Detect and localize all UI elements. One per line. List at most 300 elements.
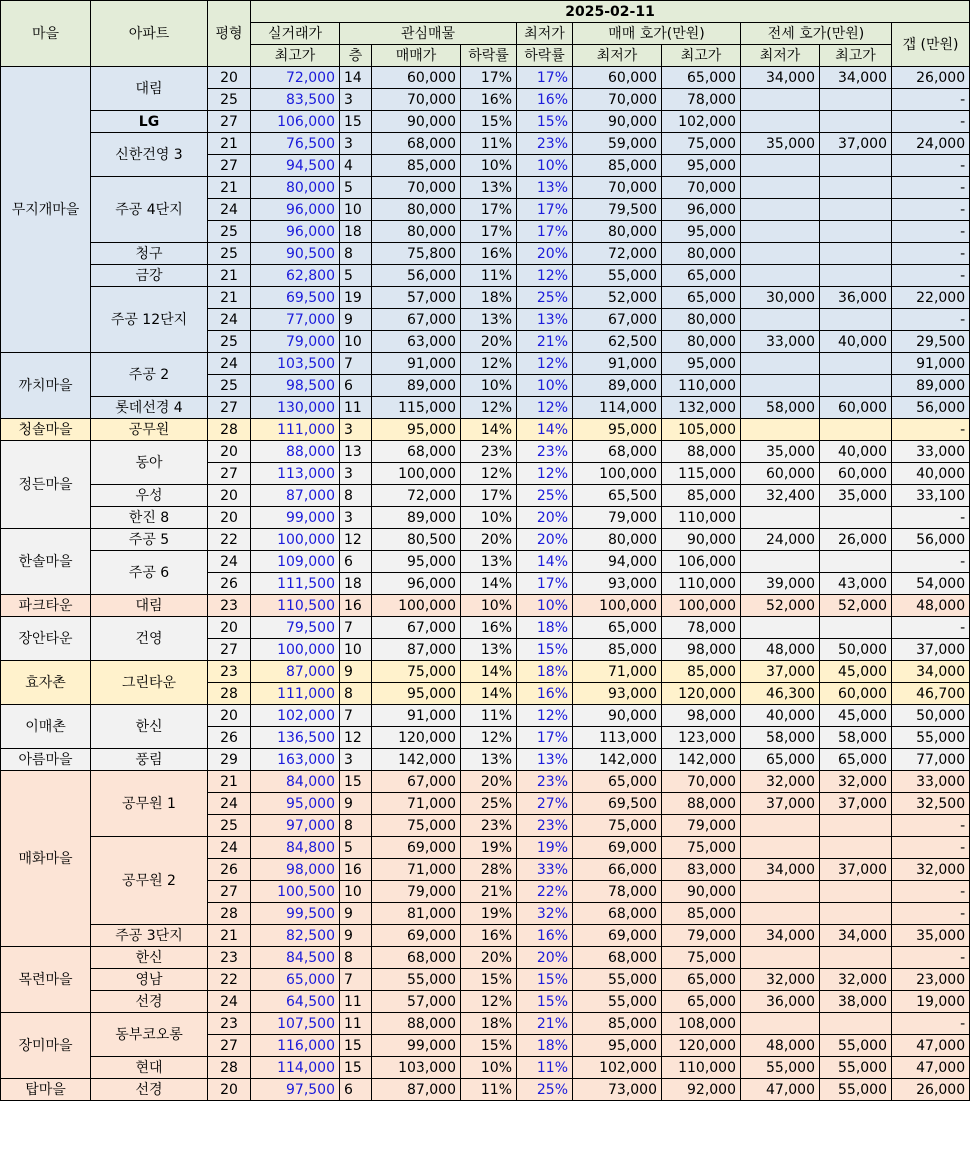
table-row <box>1 111 970 133</box>
apartment-name: 풍림 <box>91 749 208 771</box>
floor-cell: 8 <box>340 947 372 969</box>
lease-min-cell: 30,000 <box>741 287 820 309</box>
lease-max-cell: 34,000 <box>820 67 892 89</box>
actual-max-cell: 106,000 <box>251 111 340 133</box>
sale-max-cell: 92,000 <box>662 1079 741 1101</box>
drop-rate-cell: 14% <box>461 573 517 595</box>
size-cell: 23 <box>208 947 251 969</box>
apartment-name: 한신 <box>91 705 208 749</box>
lease-min-cell: 55,000 <box>741 1057 820 1079</box>
lease-min-cell: 48,000 <box>741 639 820 661</box>
size-cell: 22 <box>208 969 251 991</box>
apartment-name: 신한건영 3 <box>91 133 208 177</box>
lowest-drop-rate-cell: 20% <box>517 507 573 529</box>
lease-min-cell <box>741 881 820 903</box>
sale-min-cell: 89,000 <box>573 375 662 397</box>
actual-max-cell: 88,000 <box>251 441 340 463</box>
sale-min-cell: 55,000 <box>573 969 662 991</box>
header-sale-min: 최저가 <box>573 45 662 67</box>
lease-max-cell <box>820 309 892 331</box>
lowest-drop-rate-cell: 23% <box>517 441 573 463</box>
drop-rate-cell: 16% <box>461 89 517 111</box>
actual-max-cell: 107,500 <box>251 1013 340 1035</box>
size-cell: 20 <box>208 485 251 507</box>
size-cell: 25 <box>208 375 251 397</box>
drop-rate-cell: 23% <box>461 441 517 463</box>
lowest-drop-rate-cell: 18% <box>517 1035 573 1057</box>
actual-max-cell: 83,500 <box>251 89 340 111</box>
gap-cell: 33,000 <box>892 771 970 793</box>
gap-cell: - <box>892 551 970 573</box>
actual-max-cell: 100,000 <box>251 639 340 661</box>
village-name: 이매촌 <box>1 705 91 749</box>
sale-price-cell: 70,000 <box>372 177 461 199</box>
sale-max-cell: 142,000 <box>662 749 741 771</box>
lease-min-cell <box>741 815 820 837</box>
floor-cell: 9 <box>340 309 372 331</box>
lease-max-cell: 40,000 <box>820 441 892 463</box>
sale-max-cell: 110,000 <box>662 507 741 529</box>
sale-price-cell: 79,000 <box>372 881 461 903</box>
actual-max-cell: 111,000 <box>251 419 340 441</box>
lease-min-cell <box>741 375 820 397</box>
sale-max-cell: 65,000 <box>662 265 741 287</box>
sale-min-cell: 55,000 <box>573 991 662 1013</box>
lease-min-cell: 47,000 <box>741 1079 820 1101</box>
gap-cell: 35,000 <box>892 925 970 947</box>
actual-max-cell: 110,500 <box>251 595 340 617</box>
lowest-drop-rate-cell: 10% <box>517 375 573 397</box>
actual-max-cell: 114,000 <box>251 1057 340 1079</box>
lowest-drop-rate-cell: 12% <box>517 705 573 727</box>
lease-min-cell: 34,000 <box>741 67 820 89</box>
header-actual-max: 최고가 <box>251 45 340 67</box>
table-row <box>1 441 970 463</box>
drop-rate-cell: 23% <box>461 815 517 837</box>
header-lowest-drop-top: 최저가 <box>517 23 573 45</box>
header-gap: 갭 (만원) <box>892 23 970 67</box>
drop-rate-cell: 10% <box>461 1057 517 1079</box>
size-cell: 24 <box>208 991 251 1013</box>
drop-rate-cell: 17% <box>461 485 517 507</box>
sale-price-cell: 75,000 <box>372 815 461 837</box>
actual-max-cell: 100,000 <box>251 529 340 551</box>
header-lease-max: 최고가 <box>820 45 892 67</box>
sale-price-cell: 100,000 <box>372 463 461 485</box>
lowest-drop-rate-cell: 12% <box>517 397 573 419</box>
sale-price-cell: 75,800 <box>372 243 461 265</box>
sale-min-cell: 93,000 <box>573 573 662 595</box>
lowest-drop-rate-cell: 15% <box>517 969 573 991</box>
lease-min-cell: 33,000 <box>741 331 820 353</box>
size-cell: 27 <box>208 881 251 903</box>
sale-max-cell: 96,000 <box>662 199 741 221</box>
sale-max-cell: 95,000 <box>662 155 741 177</box>
sale-max-cell: 65,000 <box>662 287 741 309</box>
lowest-drop-rate-cell: 13% <box>517 309 573 331</box>
lowest-drop-rate-cell: 20% <box>517 947 573 969</box>
sale-max-cell: 123,000 <box>662 727 741 749</box>
lease-max-cell <box>820 507 892 529</box>
size-cell: 24 <box>208 551 251 573</box>
size-cell: 28 <box>208 419 251 441</box>
lease-max-cell: 65,000 <box>820 749 892 771</box>
apartment-name: 우성 <box>91 485 208 507</box>
sale-max-cell: 79,000 <box>662 815 741 837</box>
lease-max-cell: 26,000 <box>820 529 892 551</box>
lowest-drop-rate-cell: 10% <box>517 155 573 177</box>
gap-cell: 24,000 <box>892 133 970 155</box>
header-actual-trade: 실거래가 <box>251 23 340 45</box>
lease-max-cell: 37,000 <box>820 133 892 155</box>
sale-min-cell: 73,000 <box>573 1079 662 1101</box>
gap-cell: - <box>892 903 970 925</box>
apartment-name: 선경 <box>91 1079 208 1101</box>
apartment-name: 영남 <box>91 969 208 991</box>
gap-cell: - <box>892 1013 970 1035</box>
sale-min-cell: 65,500 <box>573 485 662 507</box>
lease-min-cell: 48,000 <box>741 1035 820 1057</box>
size-cell: 21 <box>208 287 251 309</box>
header-sale-price: 매매가 <box>372 45 461 67</box>
sale-price-cell: 87,000 <box>372 639 461 661</box>
drop-rate-cell: 10% <box>461 595 517 617</box>
lease-min-cell <box>741 507 820 529</box>
drop-rate-cell: 13% <box>461 177 517 199</box>
floor-cell: 10 <box>340 199 372 221</box>
table-row <box>1 705 970 727</box>
lease-max-cell: 34,000 <box>820 925 892 947</box>
sale-min-cell: 80,000 <box>573 221 662 243</box>
floor-cell: 10 <box>340 881 372 903</box>
sale-min-cell: 79,000 <box>573 507 662 529</box>
header-row-1 <box>1 1 970 23</box>
sale-max-cell: 85,000 <box>662 661 741 683</box>
sale-max-cell: 75,000 <box>662 947 741 969</box>
floor-cell: 5 <box>340 177 372 199</box>
lowest-drop-rate-cell: 15% <box>517 639 573 661</box>
size-cell: 24 <box>208 353 251 375</box>
lowest-drop-rate-cell: 17% <box>517 727 573 749</box>
sale-price-cell: 69,000 <box>372 837 461 859</box>
sale-price-cell: 57,000 <box>372 287 461 309</box>
table-row <box>1 529 970 551</box>
floor-cell: 7 <box>340 353 372 375</box>
drop-rate-cell: 13% <box>461 749 517 771</box>
sale-min-cell: 91,000 <box>573 353 662 375</box>
floor-cell: 19 <box>340 287 372 309</box>
drop-rate-cell: 13% <box>461 551 517 573</box>
floor-cell: 18 <box>340 573 372 595</box>
apartment-name: 금강 <box>91 265 208 287</box>
sale-price-cell: 55,000 <box>372 969 461 991</box>
lease-min-cell: 32,000 <box>741 969 820 991</box>
size-cell: 25 <box>208 243 251 265</box>
drop-rate-cell: 17% <box>461 67 517 89</box>
actual-max-cell: 84,000 <box>251 771 340 793</box>
drop-rate-cell: 15% <box>461 969 517 991</box>
lowest-drop-rate-cell: 12% <box>517 265 573 287</box>
sale-price-cell: 67,000 <box>372 617 461 639</box>
lease-max-cell: 38,000 <box>820 991 892 1013</box>
apartment-name: 주공 4단지 <box>91 177 208 243</box>
actual-max-cell: 99,500 <box>251 903 340 925</box>
lease-max-cell: 60,000 <box>820 463 892 485</box>
lowest-drop-rate-cell: 12% <box>517 463 573 485</box>
lease-min-cell <box>741 111 820 133</box>
floor-cell: 9 <box>340 925 372 947</box>
sale-price-cell: 80,000 <box>372 199 461 221</box>
gap-cell: 77,000 <box>892 749 970 771</box>
gap-cell: - <box>892 309 970 331</box>
size-cell: 23 <box>208 1013 251 1035</box>
drop-rate-cell: 13% <box>461 309 517 331</box>
floor-cell: 3 <box>340 463 372 485</box>
gap-cell: - <box>892 243 970 265</box>
header-lease-quote: 전세 호가(만원) <box>741 23 892 45</box>
sale-max-cell: 98,000 <box>662 705 741 727</box>
actual-max-cell: 97,000 <box>251 815 340 837</box>
sale-max-cell: 70,000 <box>662 771 741 793</box>
gap-cell: 34,000 <box>892 661 970 683</box>
size-cell: 20 <box>208 441 251 463</box>
gap-cell: 19,000 <box>892 991 970 1013</box>
sale-min-cell: 100,000 <box>573 595 662 617</box>
lease-max-cell <box>820 881 892 903</box>
drop-rate-cell: 18% <box>461 1013 517 1035</box>
sale-min-cell: 67,000 <box>573 309 662 331</box>
size-cell: 20 <box>208 617 251 639</box>
floor-cell: 7 <box>340 969 372 991</box>
actual-max-cell: 65,000 <box>251 969 340 991</box>
drop-rate-cell: 17% <box>461 221 517 243</box>
floor-cell: 6 <box>340 551 372 573</box>
actual-max-cell: 116,000 <box>251 1035 340 1057</box>
floor-cell: 18 <box>340 221 372 243</box>
sale-min-cell: 68,000 <box>573 441 662 463</box>
floor-cell: 13 <box>340 441 372 463</box>
lowest-drop-rate-cell: 16% <box>517 89 573 111</box>
gap-cell: 54,000 <box>892 573 970 595</box>
lease-min-cell <box>741 617 820 639</box>
lease-max-cell: 35,000 <box>820 485 892 507</box>
size-cell: 21 <box>208 177 251 199</box>
sale-max-cell: 106,000 <box>662 551 741 573</box>
sale-price-cell: 80,000 <box>372 221 461 243</box>
floor-cell: 15 <box>340 1057 372 1079</box>
lease-min-cell <box>741 309 820 331</box>
floor-cell: 9 <box>340 903 372 925</box>
floor-cell: 5 <box>340 265 372 287</box>
lowest-drop-rate-cell: 22% <box>517 881 573 903</box>
floor-cell: 15 <box>340 1035 372 1057</box>
sale-min-cell: 70,000 <box>573 177 662 199</box>
gap-cell: - <box>892 419 970 441</box>
lease-max-cell: 58,000 <box>820 727 892 749</box>
sale-min-cell: 95,000 <box>573 1035 662 1057</box>
actual-max-cell: 103,500 <box>251 353 340 375</box>
lease-max-cell <box>820 903 892 925</box>
sale-max-cell: 65,000 <box>662 991 741 1013</box>
actual-max-cell: 90,500 <box>251 243 340 265</box>
table-row <box>1 837 970 859</box>
lowest-drop-rate-cell: 18% <box>517 661 573 683</box>
drop-rate-cell: 12% <box>461 991 517 1013</box>
actual-max-cell: 163,000 <box>251 749 340 771</box>
actual-max-cell: 79,500 <box>251 617 340 639</box>
sale-max-cell: 108,000 <box>662 1013 741 1035</box>
lease-min-cell: 65,000 <box>741 749 820 771</box>
lease-max-cell: 32,000 <box>820 969 892 991</box>
gap-cell: - <box>892 947 970 969</box>
sale-min-cell: 69,000 <box>573 837 662 859</box>
table-row <box>1 419 970 441</box>
lease-min-cell: 34,000 <box>741 925 820 947</box>
lowest-drop-rate-cell: 18% <box>517 617 573 639</box>
sale-max-cell: 110,000 <box>662 1057 741 1079</box>
village-name: 아름마을 <box>1 749 91 771</box>
drop-rate-cell: 20% <box>461 331 517 353</box>
gap-cell: - <box>892 881 970 903</box>
apartment-name: LG <box>91 111 208 133</box>
sale-min-cell: 114,000 <box>573 397 662 419</box>
size-cell: 24 <box>208 309 251 331</box>
size-cell: 26 <box>208 573 251 595</box>
size-cell: 20 <box>208 67 251 89</box>
floor-cell: 7 <box>340 617 372 639</box>
table-row <box>1 771 970 793</box>
sale-max-cell: 65,000 <box>662 969 741 991</box>
sale-min-cell: 75,000 <box>573 815 662 837</box>
actual-max-cell: 94,500 <box>251 155 340 177</box>
sale-price-cell: 71,000 <box>372 859 461 881</box>
sale-max-cell: 78,000 <box>662 617 741 639</box>
sale-max-cell: 105,000 <box>662 419 741 441</box>
sale-price-cell: 68,000 <box>372 947 461 969</box>
size-cell: 27 <box>208 1035 251 1057</box>
actual-max-cell: 111,000 <box>251 683 340 705</box>
table-row <box>1 991 970 1013</box>
header-sale-quote: 매매 호가(만원) <box>573 23 741 45</box>
drop-rate-cell: 14% <box>461 419 517 441</box>
village-name: 효자촌 <box>1 661 91 705</box>
sale-price-cell: 100,000 <box>372 595 461 617</box>
floor-cell: 14 <box>340 67 372 89</box>
size-cell: 27 <box>208 639 251 661</box>
sale-min-cell: 113,000 <box>573 727 662 749</box>
sale-max-cell: 100,000 <box>662 595 741 617</box>
actual-max-cell: 84,800 <box>251 837 340 859</box>
sale-price-cell: 67,000 <box>372 309 461 331</box>
village-name: 장미마을 <box>1 1013 91 1079</box>
sale-min-cell: 90,000 <box>573 111 662 133</box>
apartment-name: 그린타운 <box>91 661 208 705</box>
lease-min-cell: 36,000 <box>741 991 820 1013</box>
actual-max-cell: 113,000 <box>251 463 340 485</box>
lease-min-cell <box>741 837 820 859</box>
size-cell: 24 <box>208 199 251 221</box>
sale-price-cell: 81,000 <box>372 903 461 925</box>
lowest-drop-rate-cell: 14% <box>517 551 573 573</box>
lease-max-cell <box>820 155 892 177</box>
lease-max-cell: 37,000 <box>820 793 892 815</box>
floor-cell: 3 <box>340 419 372 441</box>
drop-rate-cell: 11% <box>461 265 517 287</box>
table-row <box>1 749 970 771</box>
header-floor: 층 <box>340 45 372 67</box>
size-cell: 28 <box>208 903 251 925</box>
drop-rate-cell: 19% <box>461 837 517 859</box>
size-cell: 21 <box>208 133 251 155</box>
drop-rate-cell: 20% <box>461 529 517 551</box>
actual-max-cell: 62,800 <box>251 265 340 287</box>
gap-cell: - <box>892 89 970 111</box>
sale-max-cell: 75,000 <box>662 837 741 859</box>
sale-min-cell: 59,000 <box>573 133 662 155</box>
table-row <box>1 353 970 375</box>
sale-min-cell: 78,000 <box>573 881 662 903</box>
size-cell: 21 <box>208 771 251 793</box>
village-name: 목련마을 <box>1 947 91 1013</box>
sale-price-cell: 99,000 <box>372 1035 461 1057</box>
table-row <box>1 67 970 89</box>
apartment-name: 롯데선경 4 <box>91 397 208 419</box>
drop-rate-cell: 19% <box>461 903 517 925</box>
lease-max-cell <box>820 617 892 639</box>
drop-rate-cell: 25% <box>461 793 517 815</box>
sale-max-cell: 120,000 <box>662 1035 741 1057</box>
apartment-name: 주공 5 <box>91 529 208 551</box>
drop-rate-cell: 16% <box>461 243 517 265</box>
size-cell: 28 <box>208 683 251 705</box>
actual-max-cell: 96,000 <box>251 221 340 243</box>
lease-max-cell: 55,000 <box>820 1035 892 1057</box>
sale-max-cell: 80,000 <box>662 243 741 265</box>
floor-cell: 7 <box>340 705 372 727</box>
table-row <box>1 507 970 529</box>
lowest-drop-rate-cell: 12% <box>517 353 573 375</box>
gap-cell: 29,500 <box>892 331 970 353</box>
gap-cell: 22,000 <box>892 287 970 309</box>
lease-max-cell: 60,000 <box>820 397 892 419</box>
apartment-name: 주공 6 <box>91 551 208 595</box>
gap-cell: 55,000 <box>892 727 970 749</box>
sale-max-cell: 102,000 <box>662 111 741 133</box>
lease-max-cell: 37,000 <box>820 859 892 881</box>
lease-min-cell <box>741 551 820 573</box>
sale-price-cell: 57,000 <box>372 991 461 1013</box>
lowest-drop-rate-cell: 19% <box>517 837 573 859</box>
gap-cell: - <box>892 837 970 859</box>
actual-max-cell: 98,000 <box>251 859 340 881</box>
apartment-name: 동아 <box>91 441 208 485</box>
gap-cell: - <box>892 111 970 133</box>
lease-max-cell <box>820 177 892 199</box>
village-name: 무지개마을 <box>1 67 91 353</box>
gap-cell: 40,000 <box>892 463 970 485</box>
sale-max-cell: 110,000 <box>662 375 741 397</box>
lowest-drop-rate-cell: 17% <box>517 573 573 595</box>
floor-cell: 10 <box>340 331 372 353</box>
lease-max-cell: 45,000 <box>820 661 892 683</box>
table-row <box>1 133 970 155</box>
gap-cell: - <box>892 507 970 529</box>
size-cell: 22 <box>208 529 251 551</box>
sale-max-cell: 90,000 <box>662 529 741 551</box>
floor-cell: 8 <box>340 815 372 837</box>
table-row <box>1 1013 970 1035</box>
actual-max-cell: 79,000 <box>251 331 340 353</box>
